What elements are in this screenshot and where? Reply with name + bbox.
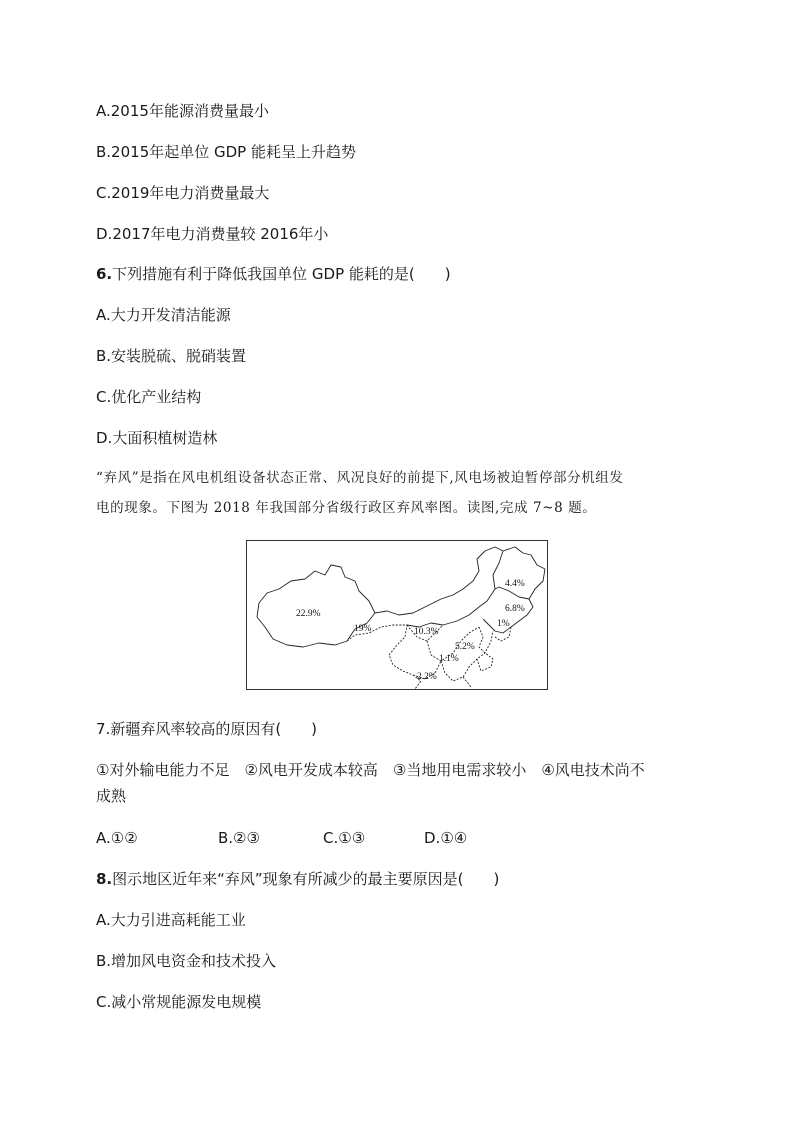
label-liaoning: 1% [497, 619, 510, 629]
label-shandong: 1.1% [439, 654, 459, 664]
q6-stem: 下列措施有利于降低我国单位 GDP 能耗的是( ) [112, 265, 451, 283]
q6-option-d: D.大面积植树造林 [96, 429, 218, 447]
q7-items-line-2: 成熟 [96, 787, 127, 805]
q8-stem: 图示地区近年来“弃风”现象有所减少的最主要原因是( ) [112, 870, 500, 888]
q6-stem-line [96, 264, 451, 284]
neimenggu-outline [375, 547, 503, 627]
label-jilin: 6.8% [505, 604, 525, 614]
q7-option-c: C.①③ [323, 829, 366, 847]
q5-option-d: D.2017年电力消费量较 2016年小 [96, 225, 329, 243]
heilongjiang-outline [495, 547, 545, 599]
q8-option-c: C.减小常规能源发电规模 [96, 993, 262, 1011]
q7-option-d: D.①④ [424, 829, 468, 847]
q6-number: 6. [96, 265, 113, 283]
q7-stem: 新疆弃风率较高的原因有( ) [110, 720, 318, 738]
passage-line-1: “弃风”是指在风电机组设备状态正常、风况良好的前提下,风电场被迫暂停部分机组发 [96, 470, 624, 486]
q5-option-c: C.2019年电力消费量最大 [96, 184, 270, 202]
map-outline [247, 541, 549, 691]
coast-east [477, 627, 493, 671]
gansu-outline [347, 625, 421, 689]
q6-option-a: A.大力开发清洁能源 [96, 306, 231, 324]
label-heilongjiang: 4.4% [505, 579, 525, 589]
passage-line-2: 电的现象。下图为 2018 年我国部分省级行政区弃风率图。读图,完成 7~8 题。 [96, 500, 597, 516]
label-gansu: 19% [354, 624, 372, 634]
q8-number: 8. [96, 870, 113, 888]
q6-option-c: C.优化产业结构 [96, 388, 202, 406]
q7-option-b: B.②③ [218, 829, 260, 847]
q8-option-a: A.大力引进高耗能工业 [96, 911, 246, 929]
q5-option-a: A.2015年能源消费量最小 [96, 102, 269, 120]
label-neimenggu: 10.3% [414, 627, 439, 637]
q7-stem-line [96, 719, 317, 739]
label-hebei: 5.2% [455, 642, 475, 652]
q8-option-b: B.增加风电资金和技术投入 [96, 952, 277, 970]
q5-option-b: B.2015年起单位 GDP 能耗呈上升趋势 [96, 143, 356, 161]
curtailment-rate-map [246, 540, 548, 690]
q7-number: 7. [96, 720, 111, 738]
q7-option-a: A.①② [96, 829, 138, 847]
label-xinjiang: 22.9% [296, 609, 321, 619]
q6-option-b: B.安装脱硫、脱硝装置 [96, 347, 247, 365]
label-henan: 2.2% [417, 672, 437, 682]
q7-items-line-1: ①对外输电能力不足 ②风电开发成本较高 ③当地用电需求较小 ④风电技术尚不 [96, 761, 645, 779]
q8-stem-line [96, 869, 499, 889]
